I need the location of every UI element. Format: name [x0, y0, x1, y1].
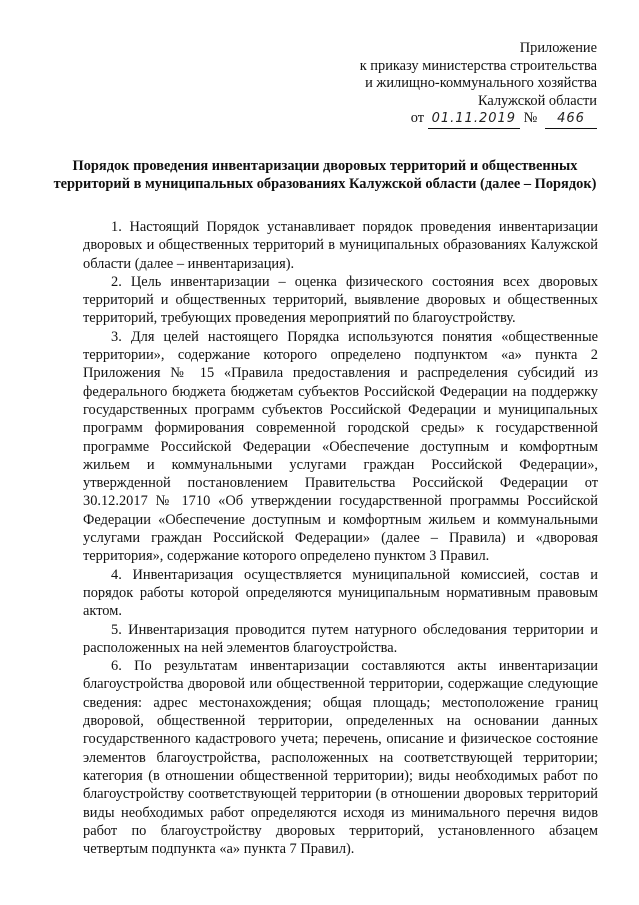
order-number-handwritten: 466: [545, 110, 597, 129]
paragraph-5: 5. Инвентаризация проводится путем натурного обследования территории и расположенных на ней элементов благоустройства.: [83, 621, 598, 656]
order-date-number-line: [297, 110, 597, 129]
order-date-handwritten: 01.11.2019: [428, 110, 520, 129]
paragraph-2: 2. Цель инвентаризации – оценка физического состояния всех дворовых территорий и общественных территорий, выявление дворовых и общественных территорий, требующих проведения мероприятий по благоустройству.: [83, 273, 598, 327]
date-prefix: от: [410, 110, 424, 126]
document-title: Порядок проведения инвентаризации дворовых территорий и общественных территорий в муниципальных образованиях Калужской области (далее – Порядок): [53, 158, 597, 192]
appendix-order-line: к приказу министерства строительства: [359, 57, 597, 74]
document-body: [83, 218, 598, 858]
appendix-header: [297, 40, 597, 129]
number-prefix: №: [523, 110, 538, 126]
paragraph-3: 3. Для целей настоящего Порядка используются понятия «общественные территории», содержание которого определено подпунктом «а» пункта 2 Приложения № 15 «Правила предоставления и распределения субсидий из федерального бюджета бюджетам субъектов Российской Федерации на поддержку государственных программ субъектов Российской Федерации и муниципальных программ формирования современной городской среды» к государственной программе Российской Федерации «Обеспечение доступным и комфортным жильем и коммунальными услугами граждан Российской Федерации», утвержденной постановлением Правительства Российской Федерации от 30.12.2017 № 1710 «Об утверждении государственной программы Российской Федерации «Обеспечение доступным и комфортным жильем и коммунальными услугами граждан Российской Федерации» (далее – Правила) и «дворовая территория», содержание которого определено пунктом 3 Правил.: [83, 328, 598, 565]
paragraph-4: 4. Инвентаризация осуществляется муниципальной комиссией, состав и порядок работы которой определяются муниципальным нормативным правовым актом.: [83, 566, 598, 620]
appendix-ministry-line: и жилищно-коммунального хозяйства: [365, 75, 597, 91]
appendix-title: Приложение: [519, 40, 597, 56]
appendix-region-line: Калужской области: [477, 92, 597, 109]
paragraph-6: 6. По результатам инвентаризации составляются акты инвентаризации благоустройства дворовой или общественной территории, содержащие следующие сведения: адрес местонахождения; общая площадь; местоположение границ дворовой, общественной территории, определенных на основании данных государственного кадастрового учета; перечень, описание и физическое состояние элементов благоустройства, расположенных на соответствующей территории; категория (в отношении общественной территории); виды необходимых работ по благоустройству соответствующей территории (в отношении дворовых территорий виды необходимых работ определяются исходя из минимального перечня видов работ по благоустройству дворовых территорий, установленного абзацем четвертым подпункта «а» пункта 7 Правил).: [83, 658, 598, 858]
paragraph-1: 1. Настоящий Порядок устанавливает порядок проведения инвентаризации дворовых и общественных территорий в муниципальных образованиях Калужской области (далее – инвентаризация).: [83, 219, 598, 272]
